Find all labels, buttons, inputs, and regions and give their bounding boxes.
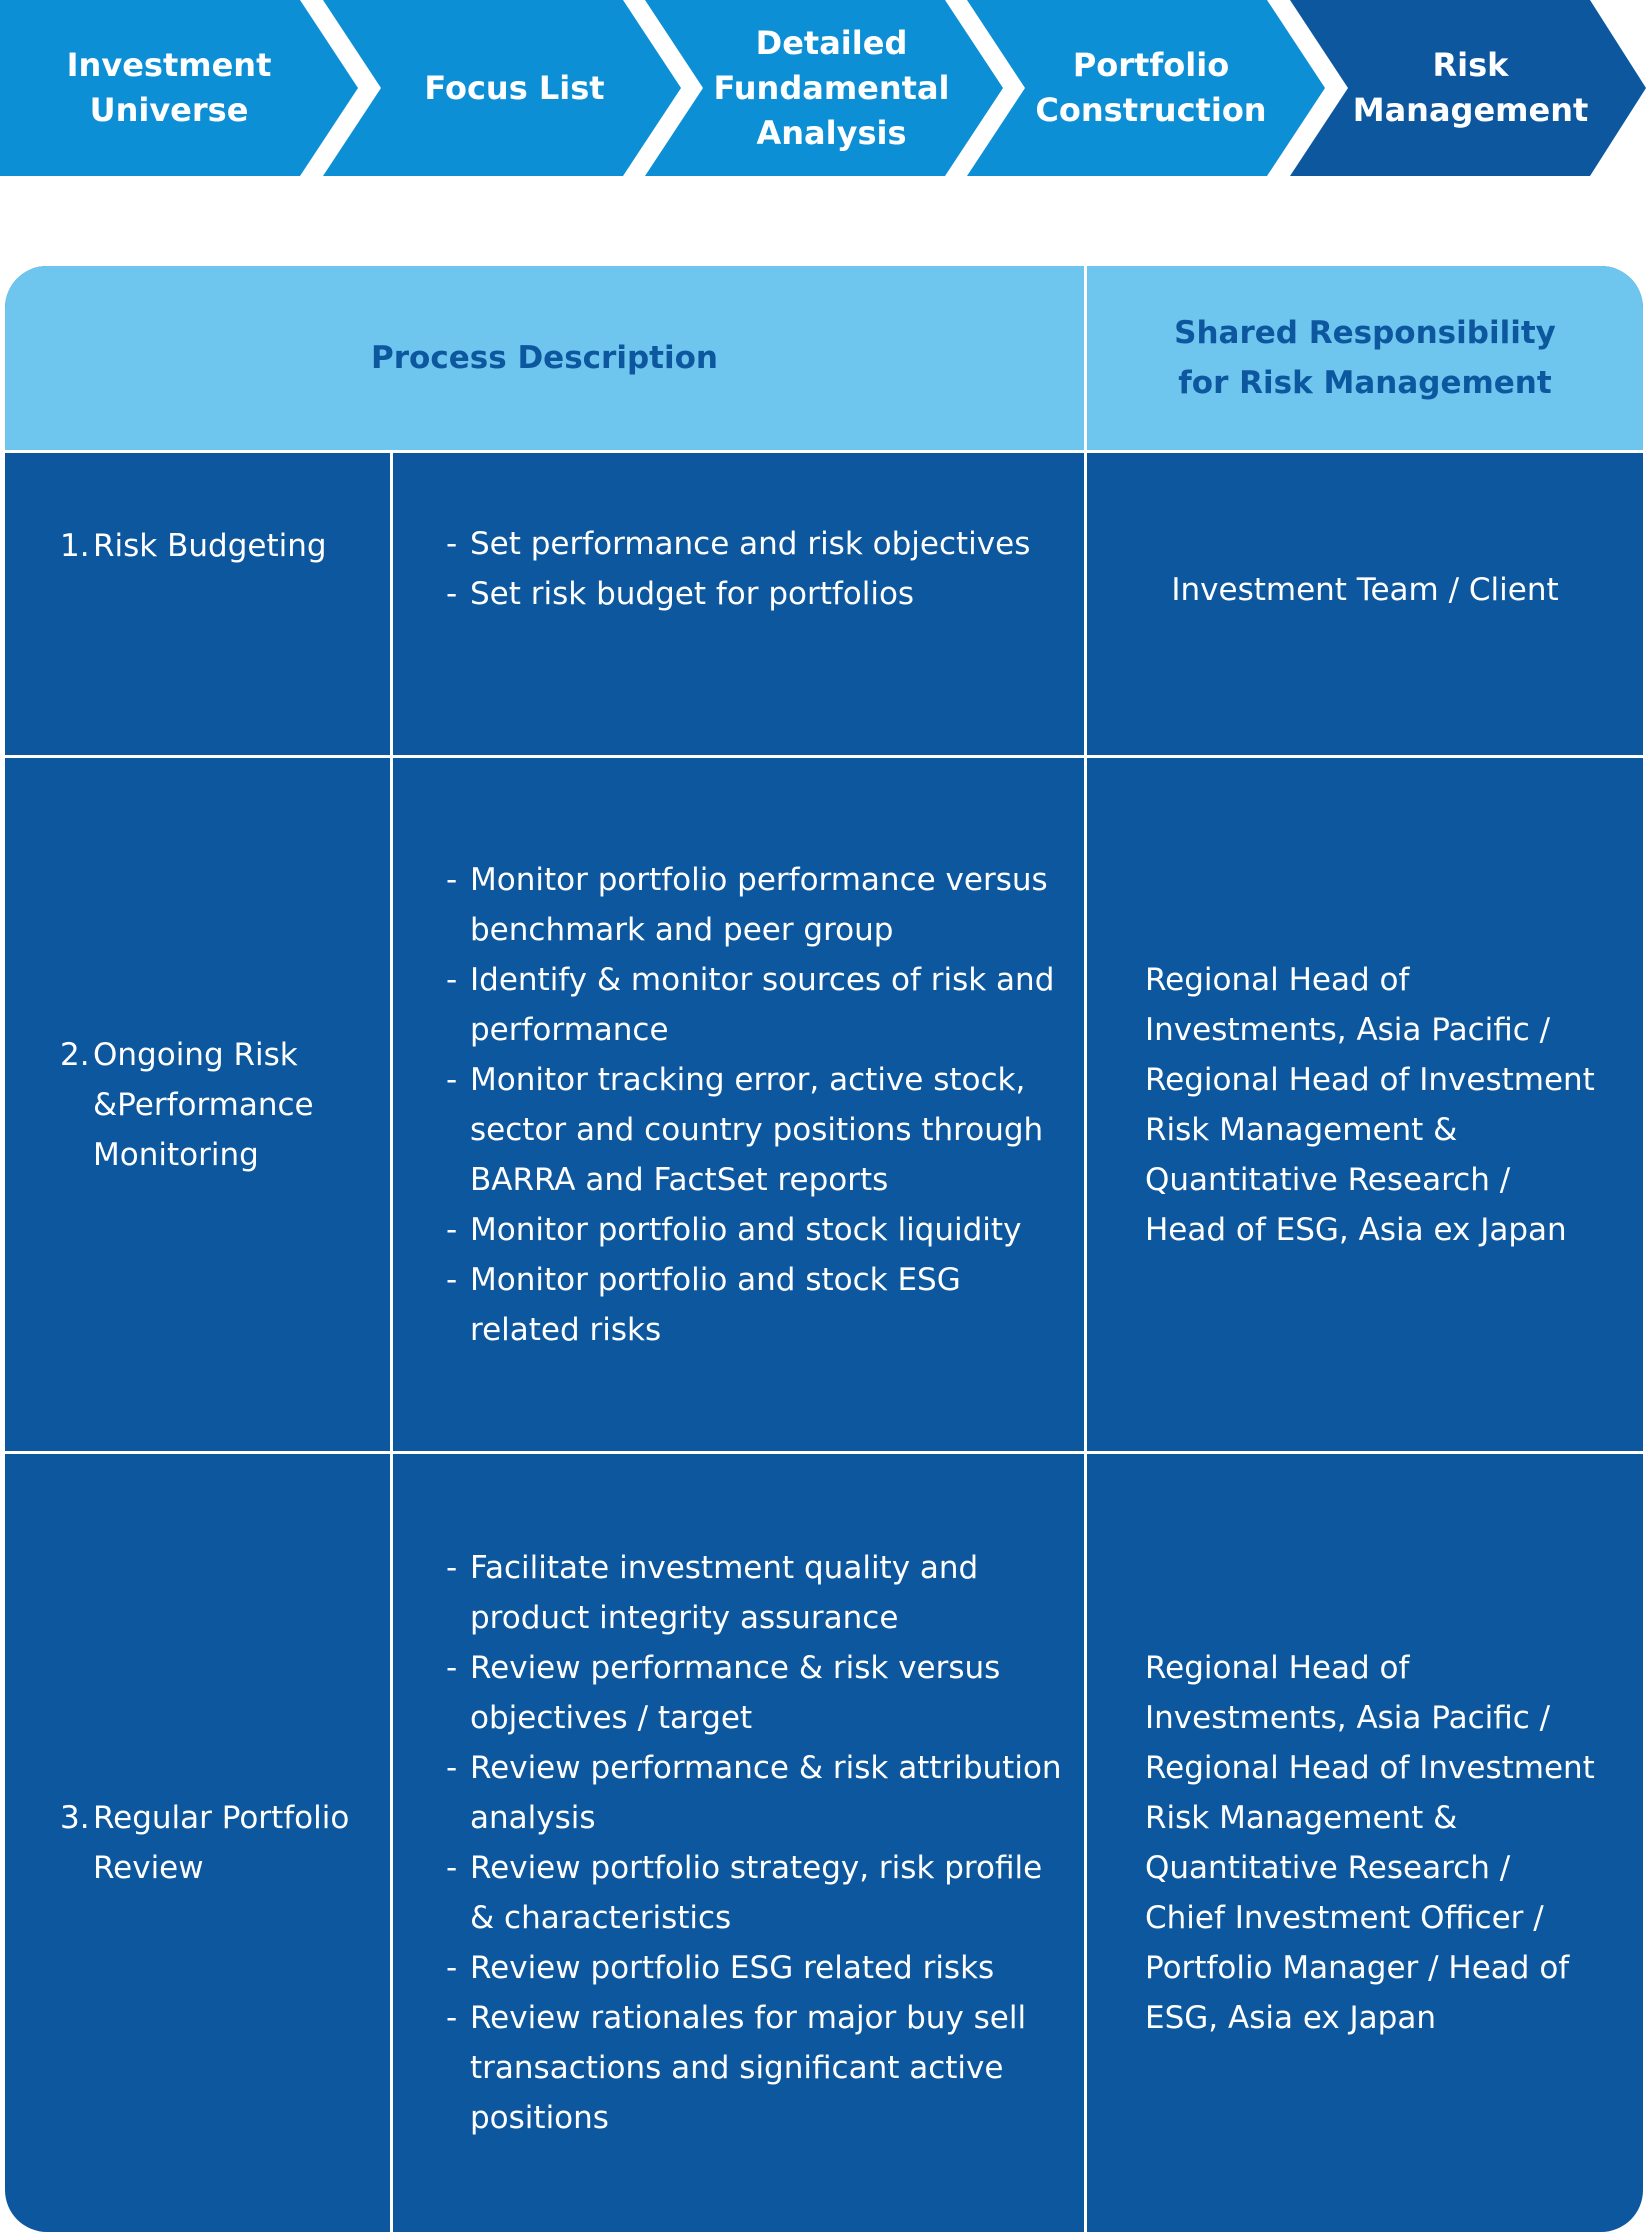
description-cell [393, 453, 1084, 755]
description-item: - Identify & monitor sources of risk and performance [446, 955, 1066, 1055]
step-cell [5, 1454, 390, 2232]
chevron-focus-list [323, 0, 681, 176]
chevron-detailed-fundamental-analysis [645, 0, 1003, 176]
step-cell [5, 758, 390, 1451]
step-number: 1. [60, 528, 90, 564]
step-title: Ongoing Risk [93, 1036, 298, 1073]
description-item: - Set performance and risk objectives [446, 519, 1066, 569]
description-item: - Review performance & risk versus objectives / target [446, 1643, 1066, 1743]
step-title-continued: Review [93, 1850, 204, 1886]
description-list [393, 855, 1066, 1355]
responsibility-cell [1087, 758, 1643, 1451]
responsibility-cell [1087, 453, 1643, 755]
description-list [393, 453, 1066, 619]
step-cell [5, 453, 390, 755]
description-list [393, 1543, 1066, 2143]
description-item: - Facilitate investment quality and product integrity assurance [446, 1543, 1066, 1643]
description-item: - Monitor portfolio and stock ESG related risks [446, 1255, 1066, 1355]
description-item: - Monitor tracking error, active stock, sector and country positions through BARRA and FactSet reports [446, 1055, 1066, 1205]
chevron-label: Investment Universe [66, 46, 272, 129]
step-number: 3. [60, 1800, 90, 1836]
description-item: - Review portfolio strategy, risk profile & characteristics [446, 1843, 1066, 1943]
chevron-investment-universe [0, 0, 358, 176]
step-number: 2. [60, 1036, 90, 1073]
description-item: - Review performance & risk attribution analysis [446, 1743, 1066, 1843]
table-header [5, 266, 1643, 450]
description-item: - Review portfolio ESG related risks [446, 1943, 1066, 1993]
description-cell [393, 758, 1084, 1451]
chevron-label: Detailed Fundamental Analysis [713, 23, 950, 152]
header-shared-responsibility [1087, 266, 1643, 450]
header-shared-responsibility-text: Shared Responsibility for Risk Management [1174, 315, 1556, 401]
chevron-label: Risk Management [1352, 46, 1589, 129]
process-chevron-bar [0, 0, 1646, 176]
chevron-portfolio-construction [967, 0, 1325, 176]
step-title: Regular Portfolio [93, 1800, 350, 1836]
header-process-description: Process Description [371, 340, 718, 376]
chevron-label: Portfolio Construction [1035, 46, 1267, 129]
description-cell [393, 1454, 1084, 2232]
responsibility-cell [1087, 1454, 1643, 2232]
description-item: - Monitor portfolio performance versus benchmark and peer group [446, 855, 1066, 955]
description-item: - Review rationales for major buy sell transactions and significant active positions [446, 1993, 1066, 2143]
chevron-label: Focus List [424, 68, 605, 107]
chevron-risk-management [1290, 0, 1646, 176]
responsibility-text: Regional Head of Investments, Asia Pacific / Regional Head of Investment Risk Management & Quantitative Research / Chief Investment Officer / Portfolio Manager / Head of ESG, Asia ex Japan [1145, 1650, 1595, 2036]
step-title: Risk Budgeting [93, 528, 327, 564]
responsibility-text: Investment Team / Client [1171, 572, 1559, 608]
step-title-continued: &Performance Monitoring [93, 1086, 314, 1173]
responsibility-text: Regional Head of Investments, Asia Pacific / Regional Head of Investment Risk Management & Quantitative Research / Head of ESG, Asia ex Japan [1145, 961, 1595, 1248]
description-item: - Monitor portfolio and stock liquidity [446, 1205, 1066, 1255]
risk-management-table [5, 266, 1643, 2232]
description-item: - Set risk budget for portfolios [446, 569, 1066, 619]
